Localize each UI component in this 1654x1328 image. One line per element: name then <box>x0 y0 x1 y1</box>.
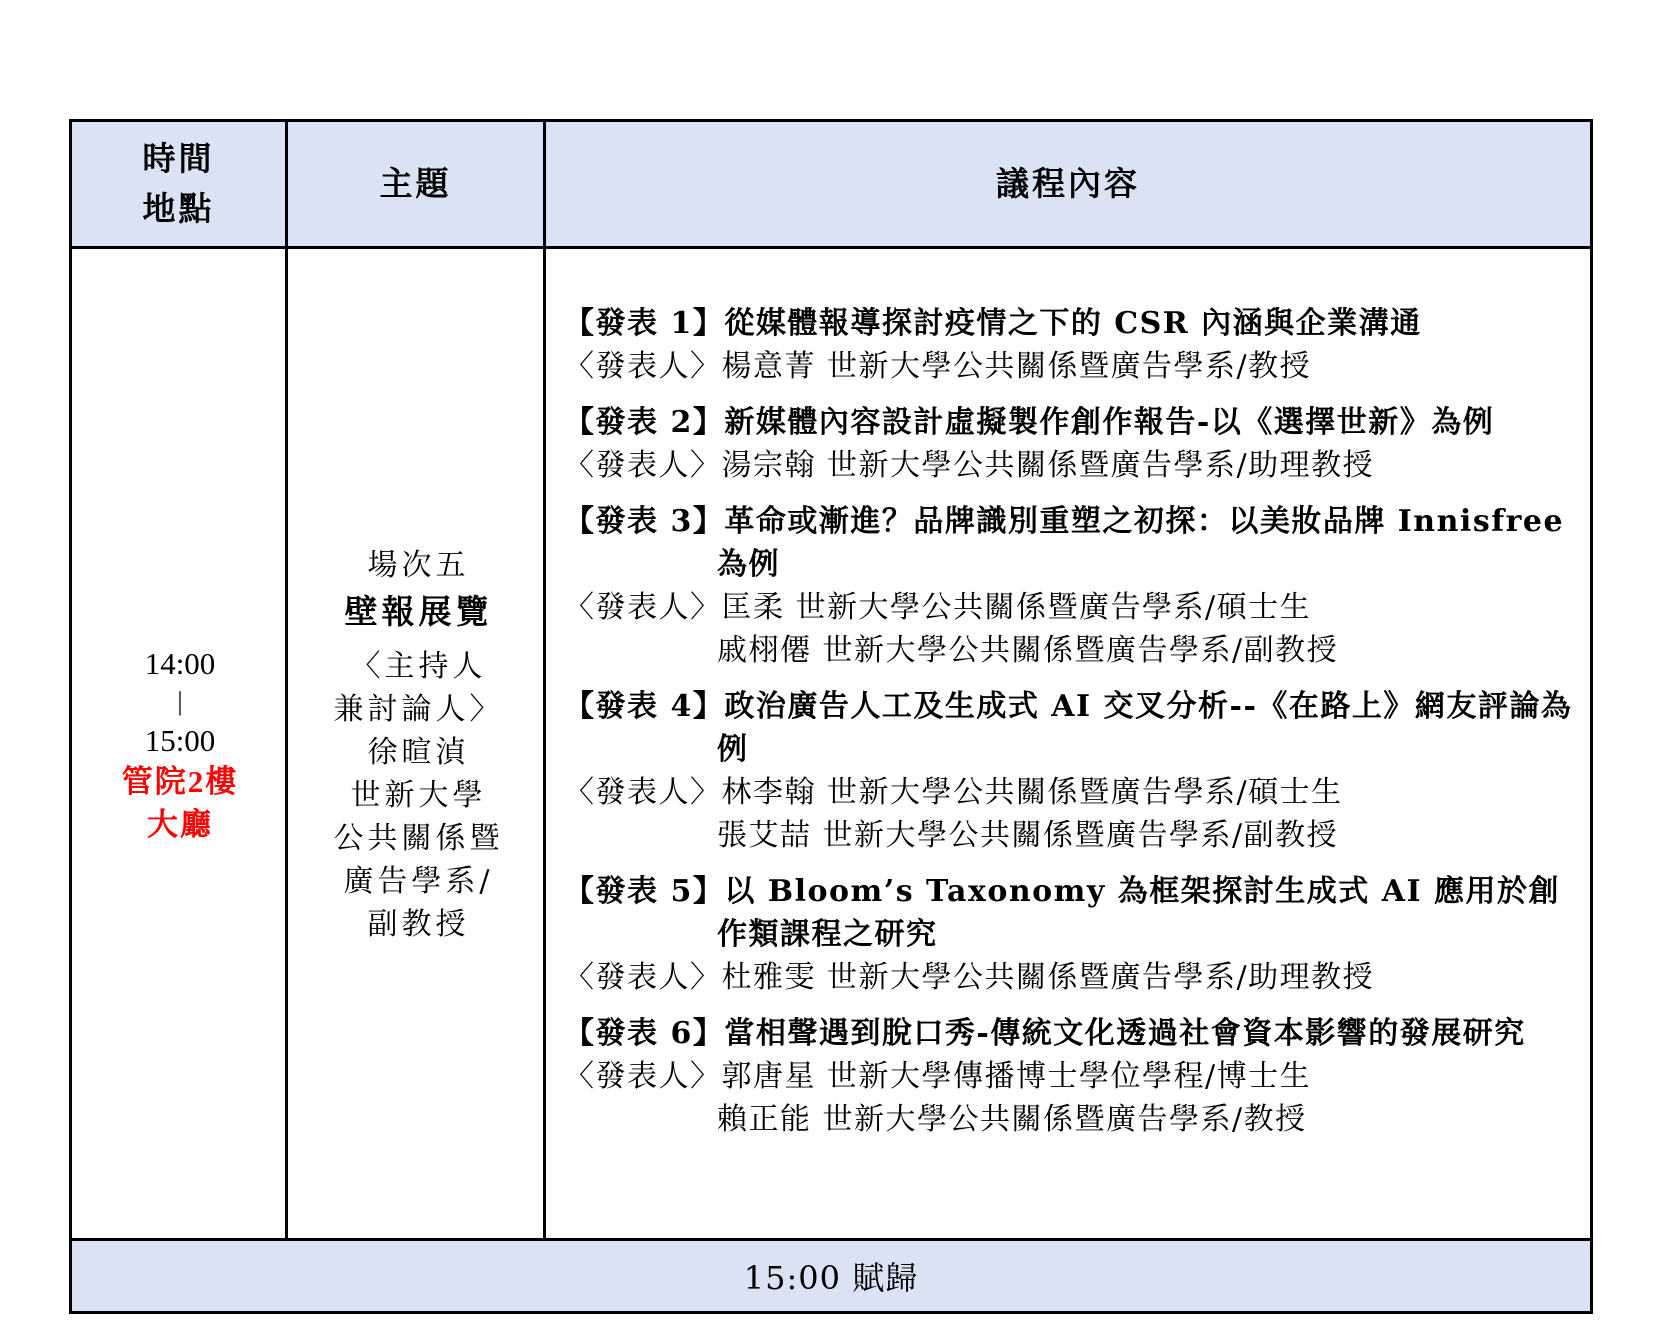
host-name: 徐暄湞 <box>367 735 470 770</box>
presenter-line <box>564 1055 1584 1098</box>
presenter-line <box>564 771 1584 814</box>
closing-text: 15:00 賦歸 <box>743 1259 919 1297</box>
presentation-title: 【發表 1】從媒體報導探討疫情之下的 CSR 內涵與企業溝通 <box>564 306 1422 341</box>
presentation-5 <box>564 870 1584 999</box>
host-affiliation-1: 世新大學 <box>350 778 487 813</box>
presentation-2 <box>564 401 1584 487</box>
agenda-content <box>564 302 1584 1154</box>
presenter: 郭唐星 世新大學傳播博士學位學程/博士生 <box>721 1059 1312 1094</box>
presenter-line <box>564 444 1584 487</box>
presentation-3 <box>564 500 1584 672</box>
presenter: 楊意菁 世新大學公共關係暨廣告學系/教授 <box>721 349 1312 384</box>
location-line-1: 管院2樓 <box>121 764 239 799</box>
header-topic <box>288 122 543 246</box>
presenter-label: 〈發表人〉 <box>564 590 722 625</box>
presenter: 林李翰 世新大學公共關係暨廣告學系/碩士生 <box>721 775 1343 810</box>
presenter-line <box>564 1098 1584 1141</box>
time-location-cell <box>72 249 288 1241</box>
header-topic-label: 主題 <box>379 164 452 203</box>
presenter-line <box>564 345 1584 388</box>
end-time: 15:00 <box>144 723 216 758</box>
presenter-line <box>564 586 1584 629</box>
host-affiliation-3: 廣告學系/ <box>343 864 494 899</box>
presenter-label: 〈發表人〉 <box>564 960 722 995</box>
presentation-6 <box>564 1012 1584 1141</box>
presenter: 匡柔 世新大學公共關係暨廣告學系/碩士生 <box>721 590 1312 625</box>
presenter: 湯宗翰 世新大學公共關係暨廣告學系/助理教授 <box>721 448 1375 483</box>
host-affiliation-4: 副教授 <box>367 907 470 942</box>
location-line-2: 大廳 <box>147 807 213 842</box>
start-time: 14:00 <box>144 646 216 681</box>
presentation-title: 【發表 3】革命或漸進？品牌識別重塑之初探：以美妝品牌 Innisfree 為例 <box>564 504 1565 582</box>
presenter-line <box>564 629 1584 672</box>
header-location-label: 地點 <box>142 189 215 228</box>
presenter-label: 〈發表人〉 <box>564 1059 722 1094</box>
header-content <box>546 122 1590 246</box>
presentation-4 <box>564 685 1584 857</box>
agenda-table <box>69 119 1593 1314</box>
closing-row <box>72 1238 1590 1311</box>
host-affiliation-2: 公共關係暨 <box>333 821 504 856</box>
presentation-title: 【發表 4】政治廣告人工及生成式 AI 交叉分析--《在路上》網友評論為例 <box>564 689 1573 767</box>
host-label-2: 兼討論人〉 <box>333 692 504 727</box>
presenter-line <box>564 956 1584 999</box>
presentation-title: 【發表 6】當相聲遇到脫口秀-傳統文化透過社會資本影響的發展研究 <box>564 1016 1526 1051</box>
header-time-location <box>72 122 285 246</box>
presenter: 戚栩僊 世新大學公共關係暨廣告學系/副教授 <box>717 633 1339 668</box>
presenter-label: 〈發表人〉 <box>564 349 722 384</box>
header-content-label: 議程內容 <box>996 164 1140 203</box>
presenter-label: 〈發表人〉 <box>564 775 722 810</box>
presenter-line <box>564 814 1584 857</box>
presenter: 杜雅雯 世新大學公共關係暨廣告學系/助理教授 <box>721 960 1375 995</box>
header-time-label: 時間 <box>142 139 215 178</box>
presenter: 賴正能 世新大學公共關係暨廣告學系/教授 <box>717 1102 1307 1137</box>
topic-cell <box>291 249 546 1241</box>
session-label: 場次五 <box>367 548 470 583</box>
presentation-title: 【發表 2】新媒體內容設計虛擬製作創作報告-以《選擇世新》為例 <box>564 405 1495 440</box>
presentation-1 <box>564 302 1584 388</box>
presenter-label: 〈發表人〉 <box>564 448 722 483</box>
presentation-title: 【發表 5】以 Bloom’s Taxonomy 為框架探討生成式 AI 應用於創作類課程之研究 <box>564 874 1560 952</box>
time-separator: | <box>177 687 183 716</box>
session-title: 壁報展覽 <box>344 592 493 631</box>
presenter: 張艾喆 世新大學公共關係暨廣告學系/副教授 <box>717 818 1339 853</box>
host-label-1: 〈主持人 <box>350 649 487 684</box>
